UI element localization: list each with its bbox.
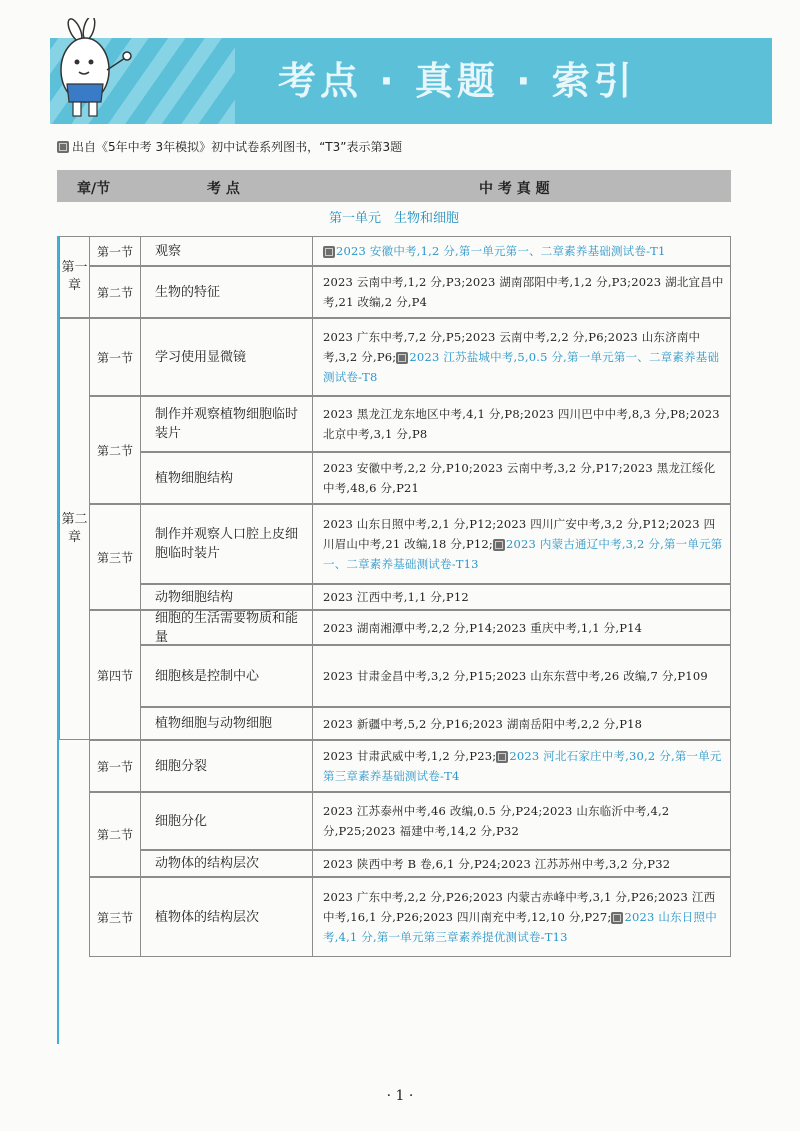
topic-cell <box>140 396 313 452</box>
exam-reference-text <box>323 241 666 261</box>
exam-reference: 2023 新疆中考,5,2 分,P16;2023 湖南岳阳中考,2,2 分,P18 <box>323 716 643 731</box>
exam-reference-text <box>323 458 724 498</box>
exam-reference-text <box>323 801 724 841</box>
topic-cell <box>140 877 313 957</box>
exam-reference-cell <box>312 740 731 792</box>
exam-reference-cell <box>312 707 731 740</box>
topic-cell <box>140 318 313 396</box>
test-paper-icon <box>396 352 408 364</box>
topic-cell <box>140 236 313 266</box>
topic-cell <box>140 645 313 707</box>
test-paper-reference: 2023 安徽中考,1,2 分,第一单元第一、二章素养基础测试卷-T1 <box>336 244 666 258</box>
test-paper-icon <box>493 539 505 551</box>
exam-reference-cell <box>312 318 731 396</box>
exam-reference-text <box>323 514 724 574</box>
test-paper-reference: 2023 江苏盐城中考,5,0.5 分,第一单元第一、二章素养基础测试卷-T8 <box>323 350 720 384</box>
section-label: 第三节 <box>96 550 133 565</box>
test-paper-icon <box>323 246 335 258</box>
exam-reference: 2023 广东中考,2,2 分,P26;2023 内蒙古赤峰中考,3,1 分,P26;2023 江西中考,16,1 分,P26;2023 四川南充中考,12,10 分,P27; <box>323 890 716 924</box>
topic-text: 细胞核是控制中心 <box>155 668 260 684</box>
section-cell <box>89 396 141 504</box>
topic-text: 细胞的生活需要物质和能量 <box>155 610 299 645</box>
section-cell <box>89 877 141 957</box>
exam-reference: 2023 陕西中考 B 卷,6,1 分,P24;2023 江苏苏州中考,3,2 分,P32 <box>323 856 671 871</box>
section-label: 第一节 <box>96 759 133 774</box>
exam-reference-cell <box>312 610 731 645</box>
exam-reference-cell <box>312 236 731 266</box>
section-label: 第一节 <box>96 350 133 365</box>
topic-text: 生物的特征 <box>155 284 221 300</box>
column-exam: 中 考 真 题 <box>479 181 550 197</box>
exam-reference: 2023 甘肃武威中考,1,2 分,P23; <box>323 749 497 763</box>
table-header <box>57 170 731 202</box>
source-note-text: 出自《5年中考 3年模拟》初中试卷系列图书，“T3”表示第3题 <box>72 140 403 154</box>
chapter-cell <box>59 318 90 740</box>
exam-reference-text <box>323 854 670 874</box>
unit-title: 第一单元 生物和细胞 <box>328 211 459 226</box>
exam-reference-text <box>323 327 724 387</box>
section-label: 第四节 <box>96 668 133 683</box>
exam-reference-text <box>323 587 469 607</box>
exam-reference-cell <box>312 877 731 957</box>
exam-reference-cell <box>312 396 731 452</box>
section-cell <box>89 504 141 610</box>
column-chapter: 章/节 <box>77 181 111 197</box>
exam-reference: 2023 安徽中考,2,2 分,P10;2023 云南中考,3,2 分,P17;2023 黑龙江绥化中考,48,6 分,P21 <box>323 461 716 495</box>
exam-reference: 2023 甘肃金昌中考,3,2 分,P15;2023 山东东营中考,26 改编,7 分,P109 <box>323 669 708 683</box>
topic-text: 观察 <box>155 243 182 259</box>
topic-text: 制作并观察植物细胞临时装片 <box>155 407 299 441</box>
exam-reference-cell <box>312 452 731 504</box>
exam-reference: 2023 黑龙江龙东地区中考,4,1 分,P8;2023 四川巴中中考,8,3 分,P8;2023 北京中考,3,1 分,P8 <box>323 407 720 441</box>
exam-reference-text <box>323 666 708 686</box>
exam-reference: 2023 山东日照中考,2,1 分,P12;2023 四川广安中考,3,2 分,P12;2023 四川眉山中考,21 改编,18 分,P12; <box>323 517 716 551</box>
topic-cell <box>140 266 313 318</box>
mascot-illustration <box>55 18 145 126</box>
source-note <box>57 138 402 155</box>
chapter-label: 第二章 <box>61 512 88 545</box>
test-paper-icon <box>611 912 623 924</box>
topic-text: 植物体的结构层次 <box>155 909 260 925</box>
exam-reference-text <box>323 746 724 786</box>
topic-cell <box>140 740 313 792</box>
test-paper-icon <box>496 751 508 763</box>
title-banner <box>50 38 772 124</box>
topic-cell <box>140 850 313 877</box>
topic-text: 动物体的结构层次 <box>155 856 260 871</box>
exam-reference-text <box>323 404 724 444</box>
exam-reference: 2023 云南中考,1,2 分,P3;2023 湖南邵阳中考,1,2 分,P3;2023 湖北宜昌中考,21 改编,2 分,P4 <box>323 275 724 309</box>
exam-reference-text <box>323 618 642 638</box>
exam-reference-cell <box>312 584 731 610</box>
test-paper-reference: 2023 山东日照中考,4,1 分,第一单元第三章素养提优测试卷-T13 <box>323 910 717 944</box>
topic-cell <box>140 504 313 584</box>
exam-reference-cell <box>312 504 731 584</box>
section-cell <box>89 236 141 266</box>
exam-reference: 2023 广东中考,7,2 分,P5;2023 云南中考,2,2 分,P6;2023 山东济南中考,3,2 分,P6; <box>323 330 701 364</box>
topic-text: 学习使用显微镜 <box>155 349 247 365</box>
exam-reference-text <box>323 272 724 312</box>
topic-cell <box>140 452 313 504</box>
page-title: 考点 · 真题 · 索引 <box>278 59 636 103</box>
topic-cell <box>140 584 313 610</box>
topic-text: 细胞分裂 <box>155 758 208 774</box>
section-cell <box>89 266 141 318</box>
exam-reference-cell <box>312 792 731 850</box>
topic-text: 植物细胞结构 <box>155 470 234 486</box>
exam-reference: 2023 江苏泰州中考,46 改编,0.5 分,P24;2023 山东临沂中考,4,2 分,P25;2023 福建中考,14,2 分,P32 <box>323 804 670 838</box>
column-topic: 考 点 <box>207 181 240 197</box>
topic-cell <box>140 792 313 850</box>
exam-reference: 2023 江西中考,1,1 分,P12 <box>323 590 469 604</box>
section-cell <box>89 318 141 396</box>
exam-reference-cell <box>312 266 731 318</box>
section-label: 第二节 <box>96 828 133 842</box>
topic-text: 植物细胞与动物细胞 <box>155 716 273 731</box>
topic-cell <box>140 707 313 740</box>
topic-cell <box>140 610 313 645</box>
exam-reference-text <box>323 887 724 947</box>
section-cell <box>89 792 141 877</box>
chapter-cell <box>59 236 90 318</box>
section-cell <box>89 610 141 740</box>
chapter-label: 第一章 <box>61 260 88 293</box>
test-paper-reference: 2023 河北石家庄中考,30,2 分,第一单元第三章素养基础测试卷-T4 <box>323 749 722 783</box>
page-number: · 1 · <box>386 1088 414 1104</box>
test-paper-reference: 2023 内蒙古通辽中考,3,2 分,第一单元第一、二章素养基础测试卷-T13 <box>323 537 723 571</box>
topic-text: 细胞分化 <box>155 813 208 829</box>
exam-reference-cell <box>312 850 731 877</box>
section-cell <box>89 740 141 792</box>
test-paper-icon <box>57 141 69 153</box>
exam-reference-cell <box>312 645 731 707</box>
section-label: 第二节 <box>96 443 133 458</box>
section-label: 第三节 <box>96 910 133 925</box>
section-label: 第一节 <box>96 244 133 259</box>
exam-reference-text <box>323 714 642 734</box>
topic-text: 制作并观察人口腔上皮细胞临时装片 <box>155 527 299 561</box>
exam-reference: 2023 湖南湘潭中考,2,2 分,P14;2023 重庆中考,1,1 分,P14 <box>323 620 643 635</box>
section-label: 第二节 <box>96 285 133 300</box>
topic-text: 动物细胞结构 <box>155 589 234 605</box>
